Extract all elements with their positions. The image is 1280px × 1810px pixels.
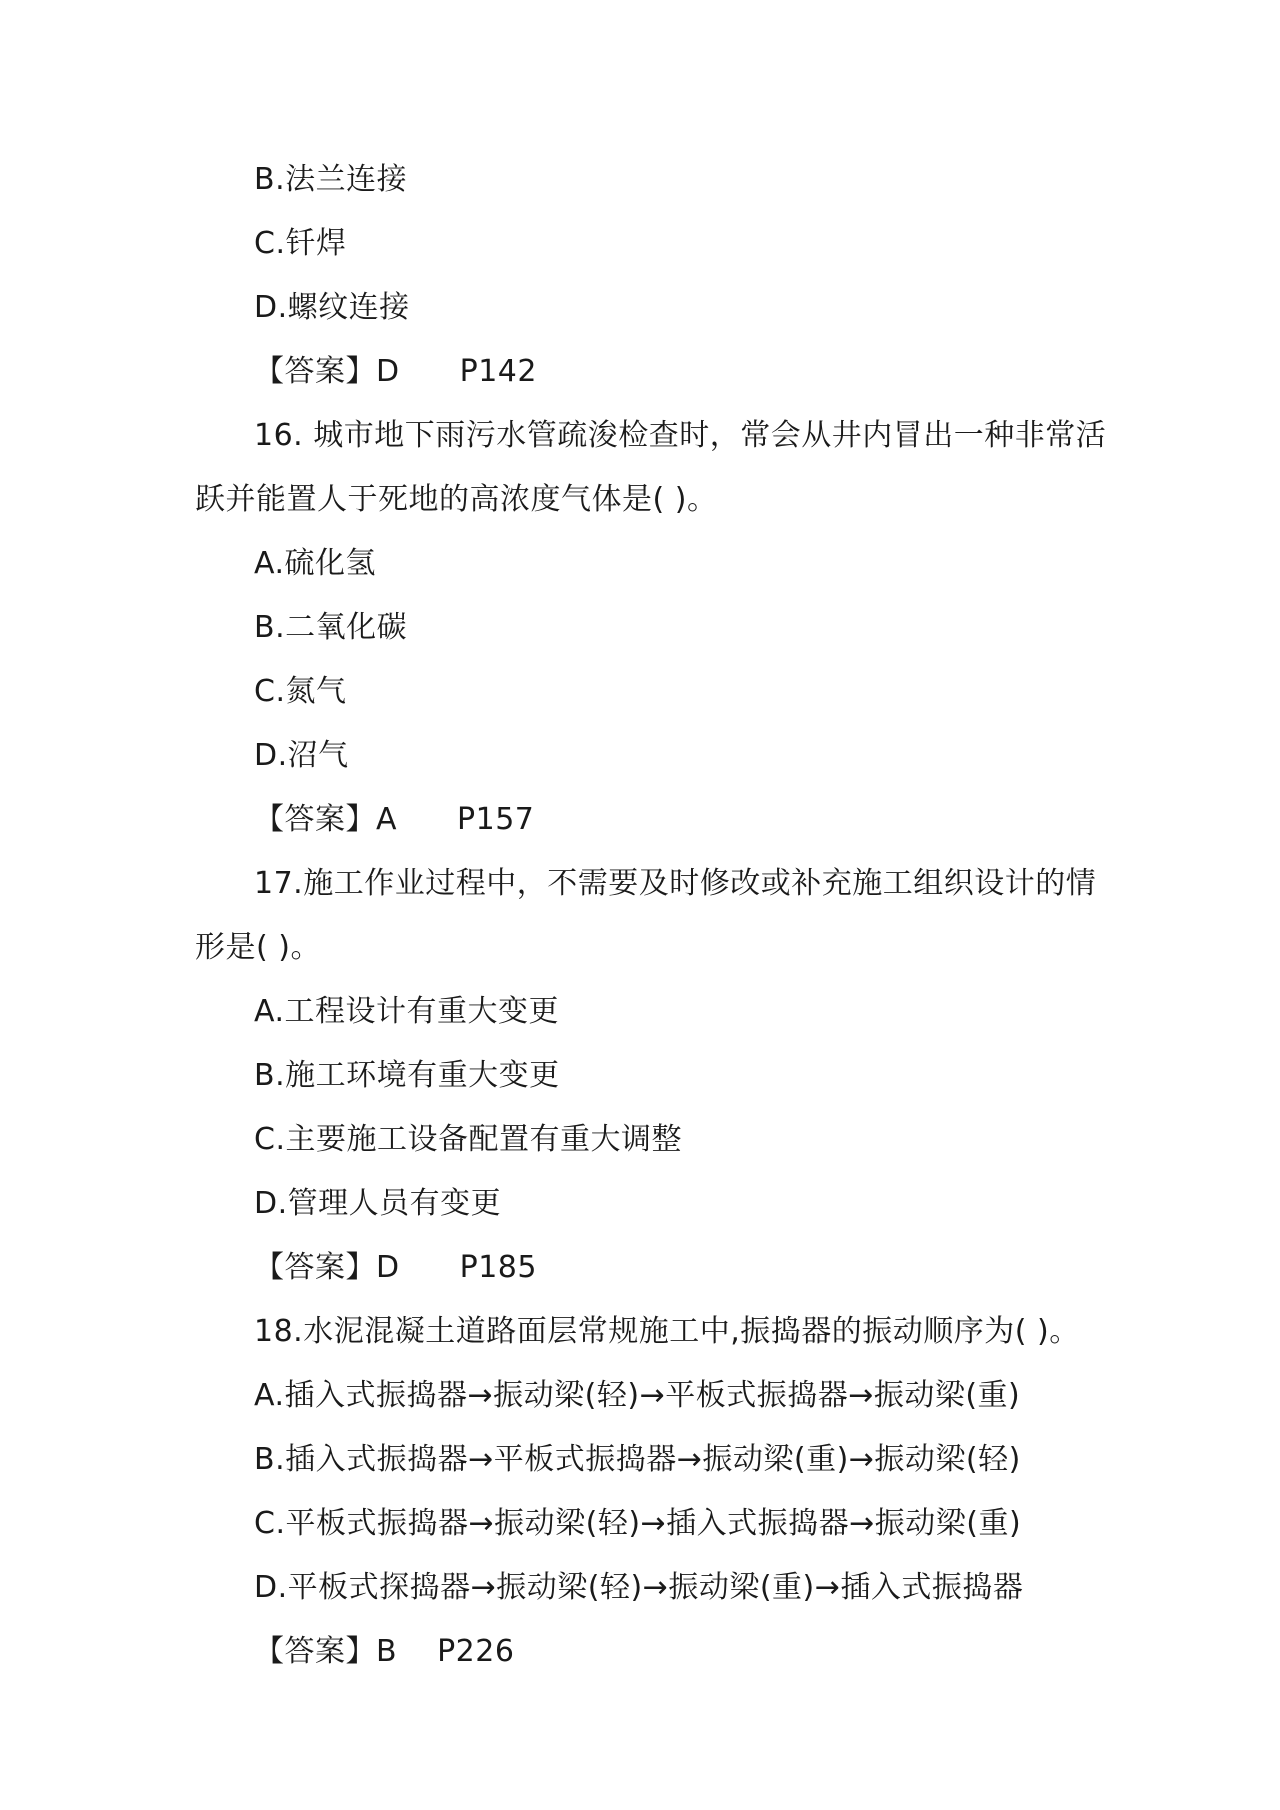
q15-option-b: B.法兰连接 [254,162,408,197]
q18-option-b: B.插入式振捣器→平板式振捣器→振动梁(重)→振动梁(轻) [254,1442,1021,1477]
q17-stem-line2: 形是( )。 [195,930,321,965]
q17-option-d: D.管理人员有变更 [254,1186,502,1221]
q18-answer-label: 【答案】B [254,1634,398,1669]
q15-option-d: D.螺纹连接 [254,290,410,325]
q17-answer-label: 【答案】D [254,1250,400,1285]
q17-option-c: C.主要施工设备配置有重大调整 [254,1122,682,1157]
q18-option-a: A.插入式振捣器→振动梁(轻)→平板式振捣器→振动梁(重) [254,1378,1021,1413]
q18-option-c: C.平板式振捣器→振动梁(轻)→插入式振捣器→振动梁(重) [254,1506,1022,1541]
q15-answer-label: 【答案】D [254,354,400,389]
q18-stem-line1: 18.水泥混凝土道路面层常规施工中,振捣器的振动顺序为( )。 [254,1314,1080,1349]
q18-answer [0,1620,1280,1684]
q16-stem-line1: 16. 城市地下雨污水管疏浚检查时，常会从井内冒出一种非常活 [254,418,1107,453]
q15-answer-page: P142 [459,354,537,389]
q17-stem-line1: 17.施工作业过程中，不需要及时修改或补充施工组织设计的情 [254,866,1097,901]
q16-option-c: C.氮气 [254,674,347,709]
q16-option-d: D.沼气 [254,738,349,773]
q16-answer-label: 【答案】A [254,802,398,837]
q17-answer [0,1236,1280,1300]
q15-answer [0,340,1280,404]
q16-stem-line2: 跃并能置人于死地的高浓度气体是( )。 [195,482,718,517]
q16-answer-page: P157 [457,802,535,837]
q15-option-c: C.钎焊 [254,226,347,261]
q16-option-a: A.硫化氢 [254,546,377,581]
q18-option-d: D.平板式探捣器→振动梁(轻)→振动梁(重)→插入式振捣器 [254,1570,1024,1605]
q16-answer [0,788,1280,852]
q16-option-b: B.二氧化碳 [254,610,408,645]
q17-option-b: B.施工环境有重大变更 [254,1058,560,1093]
q17-answer-page: P185 [459,1250,537,1285]
q17-option-a: A.工程设计有重大变更 [254,994,560,1029]
q18-answer-page: P226 [437,1634,515,1669]
question-content [0,148,1280,1684]
